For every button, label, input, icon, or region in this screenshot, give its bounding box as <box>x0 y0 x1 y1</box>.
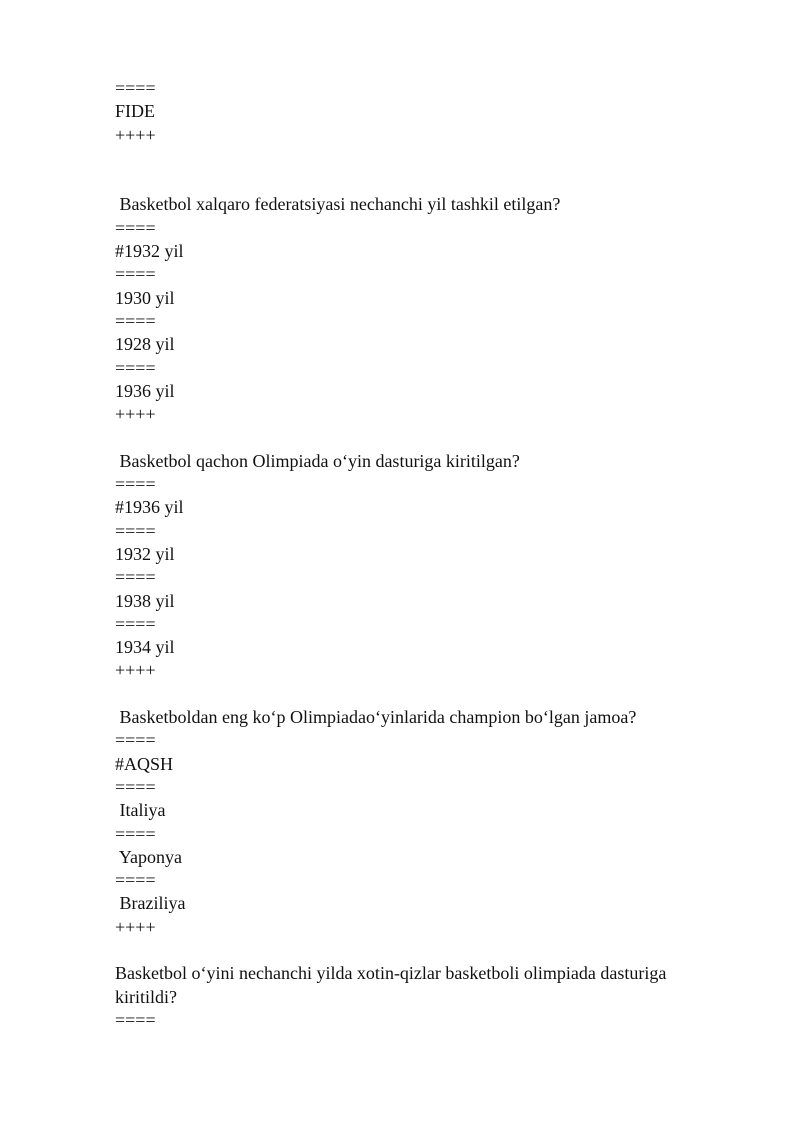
answer-option: Braziliya <box>115 893 186 914</box>
question-text: Basketbol xalqaro federatsiyasi nechanchi yil tashkil etilgan? <box>115 194 561 215</box>
question-block-3 <box>115 706 715 939</box>
answer-option: FIDE <box>115 101 155 122</box>
correct-answer: #1936 yil <box>115 497 184 518</box>
separator-line: ==== <box>115 474 156 495</box>
separator-line: ==== <box>115 730 156 751</box>
end-marker: ++++ <box>115 916 156 937</box>
question-block-2 <box>115 450 715 683</box>
separator-line: ==== <box>115 520 156 541</box>
question-text: Basketboldan eng ko‘p Olimpiadao‘yinlarida champion bo‘lgan jamoa? <box>115 707 637 728</box>
question-block-1 <box>115 193 715 426</box>
answer-option: 1928 yil <box>115 334 175 355</box>
separator-line: ==== <box>115 567 156 588</box>
answer-option: Italiya <box>115 800 166 821</box>
separator-line: ==== <box>115 264 156 285</box>
separator-line: ==== <box>115 357 156 378</box>
answer-option: 1936 yil <box>115 380 175 401</box>
answer-option: 1932 yil <box>115 543 175 564</box>
answer-option: 1930 yil <box>115 287 175 308</box>
header-fragment <box>115 77 715 147</box>
end-marker: ++++ <box>115 404 156 425</box>
separator-line: ==== <box>115 870 156 891</box>
separator-line: ==== <box>115 1009 156 1030</box>
spacer <box>115 683 715 706</box>
answer-option: 1938 yil <box>115 590 175 611</box>
end-marker: ++++ <box>115 660 156 681</box>
spacer <box>115 426 715 449</box>
separator-line: ==== <box>115 78 156 98</box>
correct-answer: #1932 yil <box>115 241 184 262</box>
spacer <box>115 147 715 194</box>
separator-line: ==== <box>115 310 156 331</box>
answer-option: 1934 yil <box>115 637 175 658</box>
separator-line: ==== <box>115 776 156 797</box>
question-block-4 <box>115 962 715 1032</box>
question-text: Basketbol qachon Olimpiada o‘yin dasturiga kiritilgan? <box>115 450 520 471</box>
separator-line: ==== <box>115 823 156 844</box>
end-marker: ++++ <box>115 124 156 145</box>
correct-answer: #AQSH <box>115 753 174 774</box>
document-body <box>115 77 715 1032</box>
separator-line: ==== <box>115 613 156 634</box>
answer-option: Yaponya <box>115 846 183 867</box>
separator-line: ==== <box>115 217 156 238</box>
spacer <box>115 939 715 962</box>
question-text: Basketbol o‘yini nechanchi yilda xotin-qizlar basketboli olimpiada dasturiga kiritildi? <box>115 963 667 1007</box>
